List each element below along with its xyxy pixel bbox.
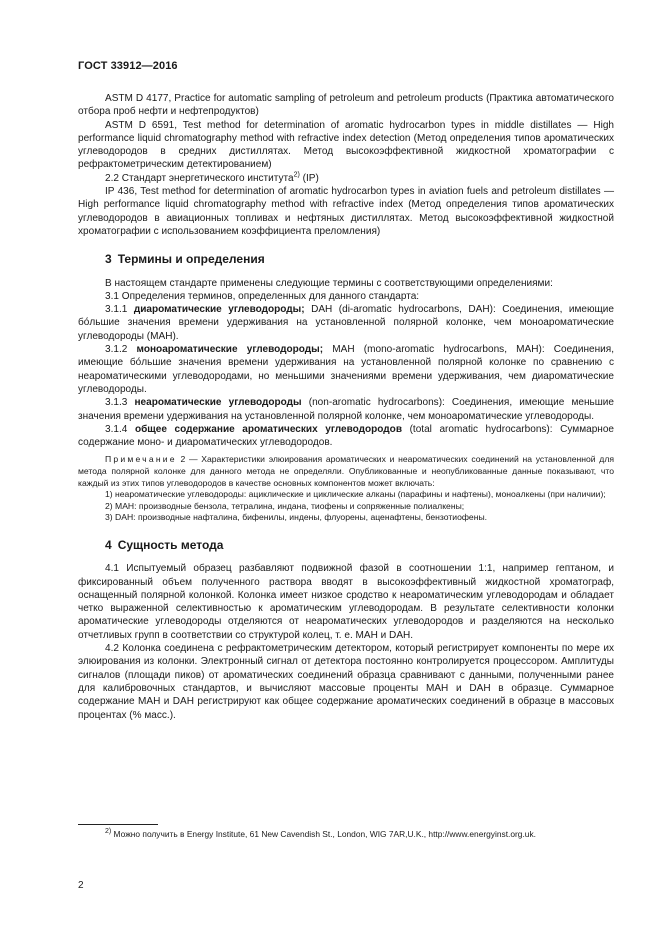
ref-astm-d4177: ASTM D 4177, Practice for automatic sampling of petroleum and petroleum products (Практика автоматического отбора проб нефти и нефтепродуктов)	[78, 93, 614, 118]
term-name: диароматические углеводороды;	[133, 304, 305, 316]
standard-header: ГОСТ 33912—2016	[78, 60, 178, 72]
term-definition: MAH (mono-aromatic hydrocarbons, MAH): Соединения, имеющие бо́льшие значения времени удерживания на установленной полярной колонке по сравнению с неароматическими углеводородами, но меньшими значениями времени удерживания, чем диароматические углеводороды.	[78, 344, 615, 395]
term-definition: DAH (di-aromatic hydrocarbons, DAH): Соединения, имеющие бо́льшие значения времени удерживания на установленной полярной колонке, чем моноароматические углеводороды (MAH).	[78, 304, 614, 342]
clause-4-1: 4.1 Испытуемый образец разбавляют подвижной фазой в соотношении 1:1, например гептаном, и фиксированный объем полученного раствора вводят в высокоэффективный жидкостной хроматограф, оснащенный полярной колонкой. Колонка имеет низкое сродство к неароматическим углеводородам и обладает четко выраженной селективностью к ароматическим углеводородам. В результате селективности колонки ароматические углеводороды отделяются от неароматических углеводородов и разделяются на несколько отчетливых групп в соответствии со структурой колец, т. е. MAH и DAH.	[78, 563, 614, 641]
note-text: 2 — Характеристики элюирования ароматических и неароматических соединений на установленной для метода полярной колонке для данного метода не определяли. Опубликованные и неопубликованные данные показывают, что каждый из этих типов углеводородов в качестве основных компонентов может включать:	[78, 454, 614, 488]
section-3-intro: В настоящем стандарте применены следующие термины с соответствующими определениями:	[105, 277, 553, 289]
note-label: Примечание	[105, 454, 177, 465]
footnote-marker: 2)	[293, 171, 300, 179]
term-3-1-3	[78, 396, 614, 423]
term-name: моноароматические углеводороды;	[136, 344, 324, 356]
note-2	[78, 454, 614, 489]
term-3-1-4	[78, 423, 614, 450]
ref-ip436: IP 436, Test method for determination of aromatic hydrocarbon types in aviation fuels and petroleum distillates — High performance liquid chromatography method with refractive index (Метод определения типов ароматических углеводородов в авиационных топливах и нефтяных дистиллятах. Метод высокоэффективной жидкостной хроматографии с использованием коэффициента преломления)	[78, 186, 614, 237]
note-item: 2) MAH: производные бензола, тетралина, индана, тиофены и сопряженные полиалкены;	[105, 500, 465, 511]
page-number: 2	[78, 880, 84, 891]
section-number: 4	[105, 537, 112, 552]
footnote-marker: 2)	[105, 828, 112, 836]
term-name: неароматические углеводороды	[134, 397, 302, 409]
ref-ei-suffix: (IP)	[299, 172, 319, 184]
term-3-1-1	[78, 303, 614, 343]
section-4-heading	[78, 539, 614, 552]
clause-4-2: 4.2 Колонка соединена с рефрактометрическим детектором, который регистрирует компоненты по мере их элюирования из колонки. Электронный сигнал от детектора постоянно контролируется процессором. Амплитуды сигналов (площади пиков) от ароматических соединений образца сравнивают с данными, полученными ранее для калибровочных стандартов, и вычисляют массовые проценты MAH и DAH в образце. Суммарное содержание MAH и DAH регистрируют как общее содержание ароматических соединений в образце в массовых процентах (% масс.).	[78, 643, 614, 721]
main-content	[78, 92, 614, 722]
note-item: 3) DAH: производные нафталина, бифенилы, индены, флуорены, аценафтены, бензотиофены.	[105, 512, 488, 523]
term-number: 3.1.4	[105, 423, 128, 435]
term-number: 3.1.1	[105, 304, 128, 316]
term-definition: (non-aromatic hydrocarbons): Соединения, имеющие меньшие значения времени удерживания на установленной полярной колонке, чем моноароматические углеводороды.	[78, 397, 614, 422]
footnote-text: Можно получить в Energy Institute, 61 New Cavendish St., London, WIG 7AR,U.K., http://www.energyinst.org.uk.	[111, 829, 536, 839]
clause-3-1: 3.1 Определения терминов, определенных для данного стандарта:	[105, 290, 420, 302]
section-3-heading	[78, 253, 614, 266]
term-3-1-2	[78, 343, 614, 396]
term-number: 3.1.2	[105, 344, 128, 356]
section-title: Термины и определения	[117, 252, 265, 267]
term-name: общее содержание ароматических углеводородов	[134, 423, 402, 435]
ref-astm-d6591: ASTM D 6591, Test method for determination of aromatic hydrocarbon types in middle distillates — High performance liquid chromatography method with refractive index detection (Метод определения типов ароматических углеводородов в средних дистиллятах. Метод высокоэффективной жидкостной хроматографии с рефрактометрическим детектированием)	[78, 119, 614, 171]
section-number: 3	[105, 252, 112, 267]
term-number: 3.1.3	[105, 397, 128, 409]
note-item: 1) неароматические углеводороды: ациклические и циклические алканы (парафины и нафтены), моноалкены (при наличии);	[105, 489, 606, 500]
term-definition: (total aromatic hydrocarbons): Суммарное содержание моно- и диароматических углеводородов.	[78, 423, 615, 449]
footnote	[105, 829, 536, 840]
footnote-divider	[78, 824, 158, 825]
ref-energy-institute	[78, 172, 614, 185]
ref-ei-text: 2.2 Стандарт энергетического института	[105, 172, 294, 184]
section-title: Сущность метода	[117, 537, 224, 552]
